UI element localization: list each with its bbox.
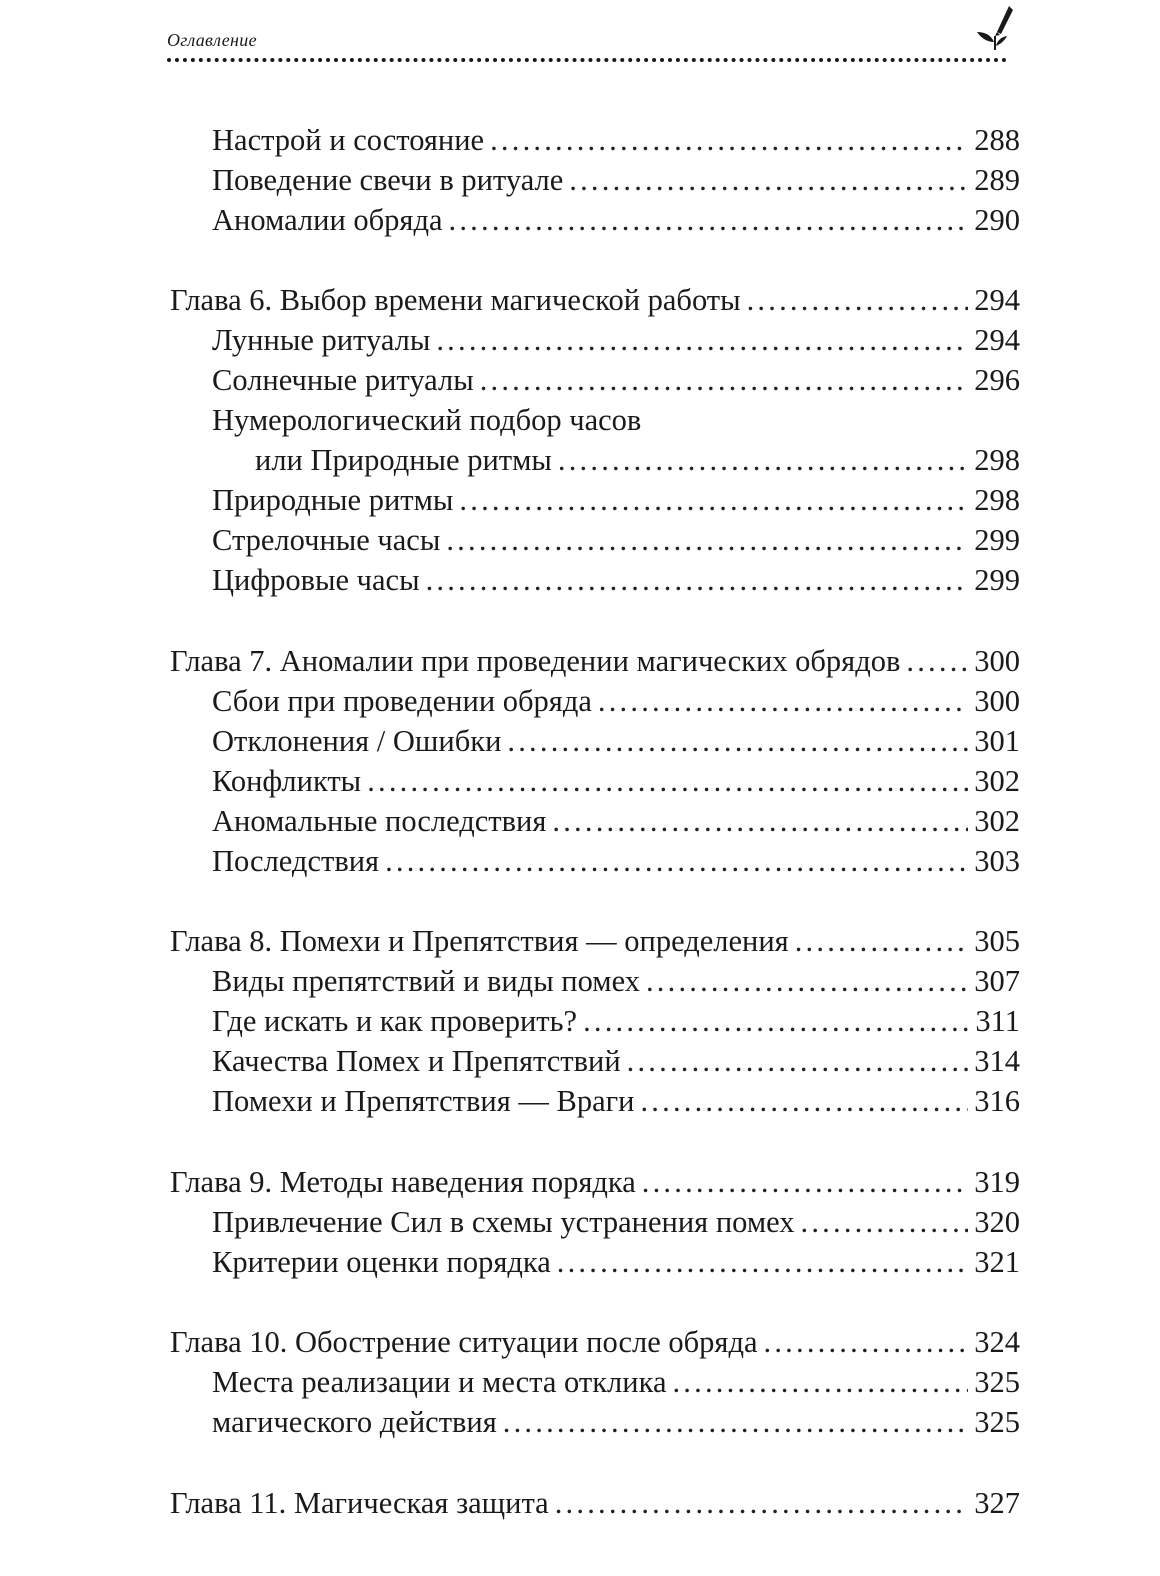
- section-entry: [212, 160, 1020, 200]
- entry-title: Сбои при проведении обряда: [212, 684, 592, 718]
- section-entry: [212, 1242, 1020, 1282]
- dot-leader: [552, 801, 968, 841]
- page-number: 288: [974, 123, 1020, 157]
- pen-and-sprout-icon: [973, 2, 1013, 52]
- page-number: 298: [974, 443, 1020, 477]
- section-entry: [212, 961, 1020, 1001]
- page-number: 296: [974, 363, 1020, 397]
- page-number: 299: [974, 563, 1020, 597]
- section-entry: [212, 681, 1020, 721]
- entry-title: Солнечные ритуалы: [212, 363, 474, 397]
- dot-leader: [503, 1402, 968, 1442]
- dot-leader: [583, 1001, 969, 1041]
- page-number: 316: [974, 1084, 1020, 1118]
- entry-title: Стрелочные часы: [212, 523, 441, 557]
- section-entry: [212, 761, 1020, 801]
- entry-title: Лунные ритуалы: [212, 323, 431, 357]
- section-entry: [212, 721, 1020, 761]
- section-entry: [212, 320, 1020, 360]
- dot-leader: [555, 1483, 969, 1523]
- section-entry: [255, 440, 1020, 480]
- section-entry: [212, 1362, 1020, 1402]
- page-number: 289: [974, 163, 1020, 197]
- section-entry: [212, 360, 1020, 400]
- dot-leader: [672, 1362, 968, 1402]
- running-header: [167, 26, 1010, 62]
- dot-leader: [569, 160, 968, 200]
- dot-leader: [446, 520, 968, 560]
- entry-title: Глава 6. Выбор времени магической работы: [170, 283, 741, 317]
- page-number: 324: [974, 1325, 1020, 1359]
- page-number: 290: [974, 203, 1020, 237]
- dot-leader: [764, 1322, 969, 1362]
- entry-title: Глава 10. Обострение ситуации после обряда: [170, 1325, 758, 1359]
- entry-title: Поведение свечи в ритуале: [212, 163, 564, 197]
- section-entry: [212, 200, 1020, 240]
- page-number: 305: [974, 924, 1020, 958]
- page-number: 300: [974, 644, 1020, 678]
- section-entry: [212, 841, 1020, 881]
- entry-title: Критерии оценки порядка: [212, 1245, 551, 1279]
- dot-leader: [459, 480, 968, 520]
- dot-leader: [906, 641, 968, 681]
- dot-leader: [558, 440, 968, 480]
- dot-leader: [426, 560, 969, 600]
- dot-leader: [747, 280, 969, 320]
- entry-title: Помехи и Препятствия — Враги: [212, 1084, 635, 1118]
- section-entry: [212, 480, 1020, 520]
- entry-title: Качества Помех и Препятствий: [212, 1044, 621, 1078]
- dot-leader: [367, 761, 968, 801]
- page-number: 327: [974, 1486, 1020, 1520]
- page-number: 300: [974, 684, 1020, 718]
- entry-title: Аномальные последствия: [212, 804, 547, 838]
- entry-title: Глава 11. Магическая защита: [170, 1486, 549, 1520]
- dot-leader: [646, 961, 968, 1001]
- entry-title: Места реализации и места отклика: [212, 1365, 667, 1399]
- dot-leader: [795, 921, 969, 961]
- dot-leader: [436, 320, 968, 360]
- dot-leader: [449, 200, 969, 240]
- page-number: 299: [974, 523, 1020, 557]
- section-entry: [212, 1001, 1020, 1041]
- section-entry: [212, 120, 1020, 160]
- entry-title: Цифровые часы: [212, 563, 420, 597]
- entry-title: Глава 8. Помехи и Препятствия — определения: [170, 924, 789, 958]
- section-entry: [212, 1402, 1020, 1442]
- dot-leader: [627, 1041, 969, 1081]
- entry-title: Конфликты: [212, 764, 362, 798]
- page-number: 294: [974, 283, 1020, 317]
- section-entry: [212, 1202, 1020, 1242]
- chapter-entry: [170, 280, 1020, 320]
- entry-title: Природные ритмы: [212, 483, 454, 517]
- running-title: Оглавление: [167, 30, 257, 50]
- entry-title: Привлечение Сил в схемы устранения помех: [212, 1205, 795, 1239]
- section-entry: [212, 1041, 1020, 1081]
- section-entry: [212, 1081, 1020, 1121]
- entry-title: Нумерологический подбор часов: [212, 403, 642, 437]
- chapter-entry: [170, 1322, 1020, 1362]
- page-number: 298: [974, 483, 1020, 517]
- dot-leader: [642, 1162, 968, 1202]
- page-number: 325: [974, 1365, 1020, 1399]
- page-number: 319: [974, 1165, 1020, 1199]
- dot-leader: [507, 721, 968, 761]
- section-entry: [212, 560, 1020, 600]
- dot-leader: [385, 841, 968, 881]
- entry-title: Виды препятствий и виды помех: [212, 964, 640, 998]
- entry-title: Последствия: [212, 844, 380, 878]
- page-number: 325: [974, 1405, 1020, 1439]
- chapter-entry: [170, 1162, 1020, 1202]
- page-number: 321: [974, 1245, 1020, 1279]
- entry-title: Где искать и как проверить?: [212, 1004, 578, 1038]
- page-number: 294: [974, 323, 1020, 357]
- page-number: 307: [974, 964, 1020, 998]
- dot-leader: [490, 120, 968, 160]
- page-number: 303: [974, 844, 1020, 878]
- dot-leader: [598, 681, 968, 721]
- entry-title: Аномалии обряда: [212, 203, 443, 237]
- section-entry: [212, 801, 1020, 841]
- entry-title: Настрой и состояние: [212, 123, 485, 157]
- page-number: 320: [974, 1205, 1020, 1239]
- entry-title: магического действия: [212, 1405, 497, 1439]
- page-number: 311: [975, 1004, 1020, 1038]
- chapter-entry: [170, 641, 1020, 681]
- entry-title: Глава 7. Аномалии при проведении магических обрядов: [170, 644, 901, 678]
- entry-title: Отклонения / Ошибки: [212, 724, 502, 758]
- chapter-entry: [170, 1483, 1020, 1523]
- header-dotted-rule: [167, 58, 1007, 62]
- dot-leader: [801, 1202, 969, 1242]
- entry-title: Глава 9. Методы наведения порядка: [170, 1165, 636, 1199]
- page-number: 314: [974, 1044, 1020, 1078]
- entry-title: или Природные ритмы: [255, 443, 552, 477]
- dot-leader: [557, 1242, 968, 1282]
- page-number: 302: [974, 804, 1020, 838]
- section-entry: [212, 400, 1020, 440]
- page-number: 302: [974, 764, 1020, 798]
- section-entry: [212, 520, 1020, 560]
- page-number: 301: [974, 724, 1020, 758]
- dot-leader: [480, 360, 969, 400]
- chapter-entry: [170, 921, 1020, 961]
- dot-leader: [640, 1081, 968, 1121]
